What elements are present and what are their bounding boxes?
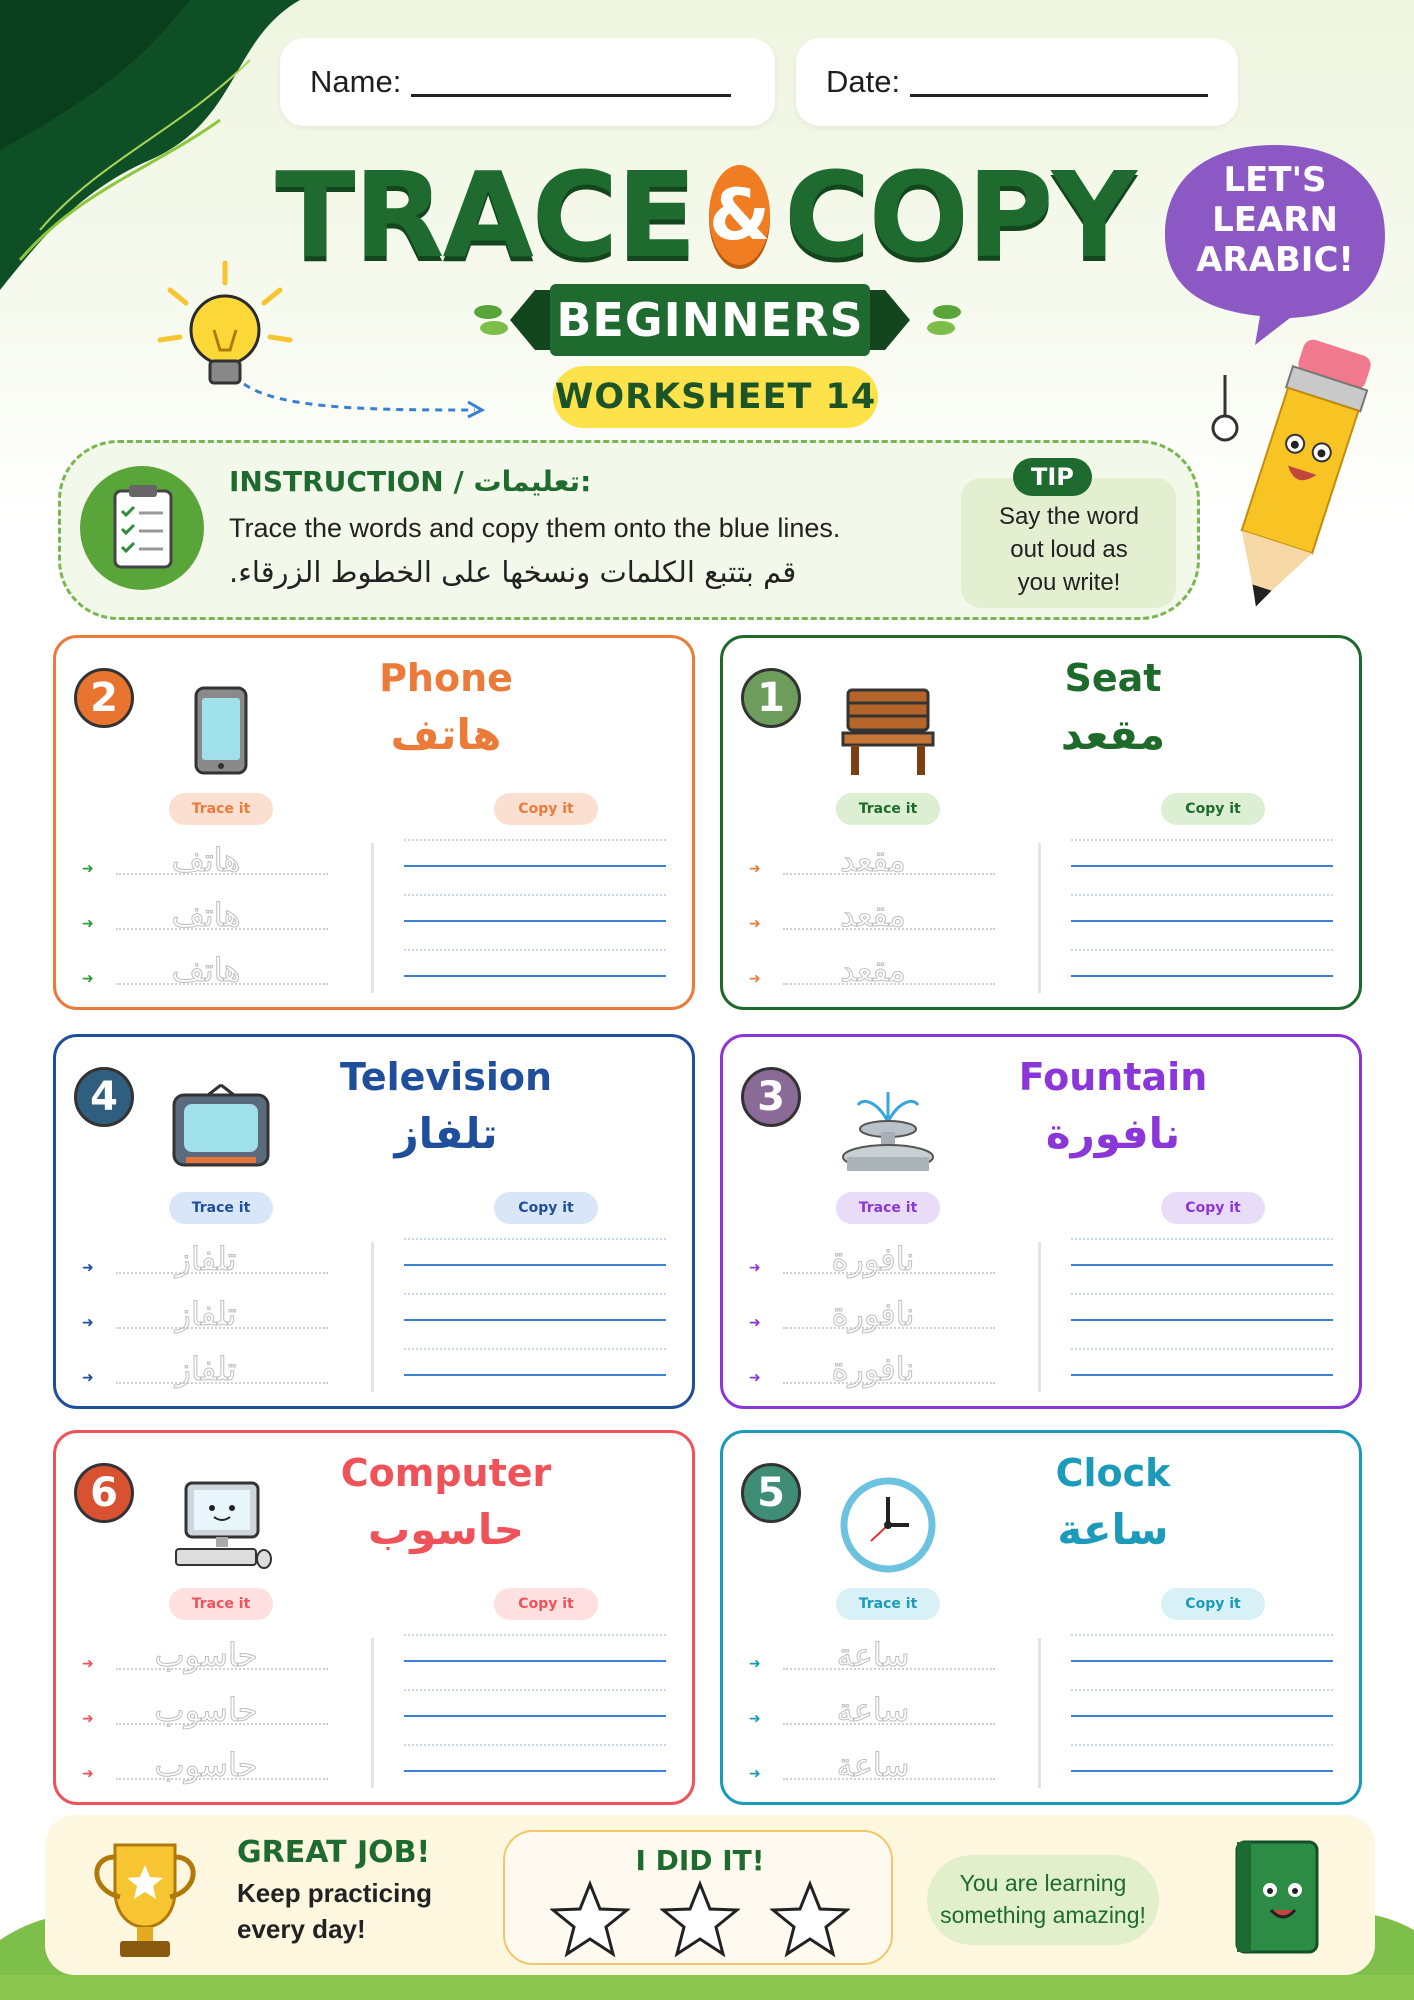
fountain-icon (833, 1077, 943, 1177)
card-divider (371, 1242, 374, 1392)
great-job-title: GREAT JOB! (237, 1835, 431, 1870)
copy-guide-dotted (404, 1348, 666, 1350)
trace-row[interactable] (82, 1242, 332, 1282)
english-word: Phone (379, 656, 513, 700)
copy-line[interactable] (1071, 839, 1333, 879)
star-rating-1[interactable] (550, 1880, 630, 1960)
copy-it-label: Copy it (1161, 1192, 1265, 1224)
english-word: Fountain (1018, 1055, 1208, 1099)
book-mascot-icon (1215, 1830, 1335, 1970)
copy-line[interactable] (1071, 1744, 1333, 1784)
trace-word: نافورة (831, 1295, 915, 1333)
trace-it-label: Trace it (836, 1192, 940, 1224)
copy-guide-dotted (404, 894, 666, 896)
trace-word: مقعد (840, 951, 906, 989)
trace-word: تلفاز (175, 1295, 237, 1333)
arrow-right-icon: ➜ (82, 1766, 94, 1782)
phone-icon (166, 678, 276, 778)
copy-guide-dotted (1071, 1348, 1333, 1350)
date-label: Date: (826, 64, 901, 99)
english-word: Television (339, 1055, 553, 1099)
arabic-word: حاسوب (368, 1505, 524, 1554)
trace-row[interactable] (749, 1638, 999, 1678)
computer-icon (166, 1473, 276, 1573)
trace-row[interactable] (82, 1748, 332, 1788)
encouragement-line-2: something amazing! (940, 1902, 1146, 1928)
trace-word: حاسوب (154, 1691, 258, 1729)
trace-word: ساعة (836, 1691, 910, 1729)
copy-line[interactable] (404, 1348, 666, 1388)
word-card-clock (720, 1430, 1362, 1805)
encouragement-cloud (927, 1855, 1159, 1945)
trace-word: ساعة (836, 1746, 910, 1784)
trace-row[interactable] (82, 953, 332, 993)
copy-baseline (404, 1660, 666, 1662)
copy-baseline (404, 975, 666, 977)
copy-line[interactable] (404, 1293, 666, 1333)
tip-box (961, 463, 1176, 608)
trace-row[interactable] (82, 1693, 332, 1733)
trace-word: حاسوب (154, 1746, 258, 1784)
arrow-right-icon: ➜ (749, 1656, 761, 1672)
trace-word: تلفاز (175, 1240, 237, 1278)
card-divider (371, 843, 374, 993)
arrow-right-icon: ➜ (749, 971, 761, 987)
copy-it-label: Copy it (1161, 793, 1265, 825)
card-number-badge: 1 (741, 668, 801, 728)
instruction-arabic: قم بتتبع الكلمات ونسخها على الخطوط الزرقاء. (229, 555, 797, 589)
trace-word: هاتف (171, 841, 241, 879)
card-number-badge: 6 (74, 1463, 134, 1523)
card-divider (1038, 1242, 1041, 1392)
copy-guide-dotted (404, 1689, 666, 1691)
trace-word: ساعة (836, 1636, 910, 1674)
trace-row[interactable] (82, 1638, 332, 1678)
copy-guide-dotted (404, 1634, 666, 1636)
word-card-television (53, 1034, 695, 1409)
instruction-english: Trace the words and copy them onto the blue lines. (229, 513, 841, 543)
card-number-badge: 3 (741, 1067, 801, 1127)
tip-line-2: out loud as (1010, 536, 1128, 563)
copy-baseline (404, 1715, 666, 1717)
i-did-it-title: I DID IT! (635, 1844, 765, 1877)
arrow-right-icon: ➜ (82, 861, 94, 877)
copy-it-label: Copy it (1161, 1588, 1265, 1620)
word-card-fountain (720, 1034, 1362, 1409)
bench-icon (833, 678, 943, 778)
copy-line[interactable] (1071, 1238, 1333, 1278)
copy-line[interactable] (404, 949, 666, 989)
leaf-left-icon (470, 300, 520, 340)
word-card-seat (720, 635, 1362, 1010)
copy-guide-dotted (1071, 1634, 1333, 1636)
trace-row[interactable] (82, 898, 332, 938)
trace-row[interactable] (749, 1297, 999, 1337)
keep-practicing-line-2: every day! (237, 1914, 366, 1944)
trophy-icon (65, 1835, 225, 1965)
arrow-right-icon: ➜ (749, 861, 761, 877)
trace-word: هاتف (171, 951, 241, 989)
copy-line[interactable] (1071, 1348, 1333, 1388)
name-line[interactable] (411, 67, 731, 97)
copy-guide-dotted (1071, 839, 1333, 841)
trace-row[interactable] (749, 1352, 999, 1392)
name-label: Name: (310, 64, 402, 99)
copy-line[interactable] (404, 1634, 666, 1674)
copy-line[interactable] (404, 894, 666, 934)
trace-word: مقعد (840, 841, 906, 879)
copy-baseline (404, 865, 666, 867)
title-copy: COPY (784, 146, 1135, 284)
copy-line[interactable] (1071, 949, 1333, 989)
copy-baseline (404, 1374, 666, 1376)
worksheet-title (275, 140, 1135, 290)
copy-baseline (1071, 1264, 1333, 1266)
arrow-right-icon: ➜ (749, 1370, 761, 1386)
card-number-badge: 2 (74, 668, 134, 728)
arrow-right-icon: ➜ (749, 1260, 761, 1276)
dashed-arrow-decoration (240, 380, 490, 420)
copy-line[interactable] (1071, 1689, 1333, 1729)
copy-it-label: Copy it (494, 1192, 598, 1224)
copy-baseline (1071, 1660, 1333, 1662)
arrow-right-icon: ➜ (82, 1656, 94, 1672)
copy-line[interactable] (404, 1744, 666, 1784)
arrow-right-icon: ➜ (749, 1711, 761, 1727)
arrow-right-icon: ➜ (82, 1711, 94, 1727)
bubble-line-2: LEARN (1212, 200, 1338, 240)
copy-line[interactable] (404, 1689, 666, 1729)
copy-guide-dotted (1071, 1744, 1333, 1746)
clock-icon (833, 1473, 943, 1573)
copy-line[interactable] (404, 1238, 666, 1278)
arrow-right-icon: ➜ (82, 1260, 94, 1276)
copy-it-label: Copy it (494, 793, 598, 825)
copy-baseline (404, 1770, 666, 1772)
copy-guide-dotted (404, 949, 666, 951)
copy-guide-dotted (1071, 894, 1333, 896)
english-word: Clock (1055, 1451, 1171, 1495)
copy-it-label: Copy it (494, 1588, 598, 1620)
keep-practicing-line-1: Keep practicing (237, 1878, 433, 1908)
trace-row[interactable] (749, 1242, 999, 1282)
trace-row[interactable] (749, 1748, 999, 1788)
star-rating-2[interactable] (660, 1880, 740, 1960)
tip-badge: TIP (1013, 458, 1092, 496)
copy-guide-dotted (404, 1744, 666, 1746)
trace-row[interactable] (749, 953, 999, 993)
arrow-right-icon: ➜ (749, 1315, 761, 1331)
card-number-badge: 5 (741, 1463, 801, 1523)
copy-baseline (1071, 1319, 1333, 1321)
arrow-right-icon: ➜ (749, 1766, 761, 1782)
word-card-phone (53, 635, 695, 1010)
lets-learn-bubble (1160, 140, 1390, 350)
copy-baseline (1071, 865, 1333, 867)
tip-line-1: Say the word (998, 503, 1140, 530)
copy-baseline (1071, 975, 1333, 977)
copy-guide-dotted (1071, 1238, 1333, 1240)
copy-baseline (1071, 1374, 1333, 1376)
trace-it-label: Trace it (836, 793, 940, 825)
trace-row[interactable] (749, 1693, 999, 1733)
copy-baseline (1071, 1770, 1333, 1772)
copy-baseline (404, 1319, 666, 1321)
arrow-right-icon: ➜ (82, 916, 94, 932)
arrow-right-icon: ➜ (82, 1370, 94, 1386)
copy-line[interactable] (1071, 1634, 1333, 1674)
arabic-word: مقعد (1060, 710, 1166, 759)
english-word: Computer (340, 1451, 552, 1495)
trace-word: مقعد (840, 896, 906, 934)
card-divider (1038, 1638, 1041, 1788)
arabic-word: ساعة (1057, 1505, 1169, 1554)
trace-it-label: Trace it (169, 1192, 273, 1224)
card-number-badge: 4 (74, 1067, 134, 1127)
date-field[interactable] (796, 38, 1238, 126)
copy-guide-dotted (404, 839, 666, 841)
trace-row[interactable] (749, 898, 999, 938)
trace-word: تلفاز (175, 1350, 237, 1388)
trace-row[interactable] (749, 843, 999, 883)
encouragement-line-1: You are learning (959, 1870, 1127, 1896)
copy-guide-dotted (404, 1238, 666, 1240)
arrow-right-icon: ➜ (82, 971, 94, 987)
copy-guide-dotted (1071, 1689, 1333, 1691)
beginners-banner (510, 280, 910, 360)
copy-guide-dotted (1071, 949, 1333, 951)
instruction-box (58, 440, 1200, 620)
bubble-line-3: ARABIC! (1196, 240, 1354, 280)
arabic-word: تلفاز (394, 1109, 498, 1158)
television-icon (166, 1077, 276, 1177)
word-card-computer (53, 1430, 695, 1805)
banner-text: BEGINNERS (556, 293, 864, 347)
ampersand-badge: & (709, 165, 770, 265)
copy-baseline (404, 1264, 666, 1266)
worksheet-number-pill: WORKSHEET 14 (553, 366, 878, 428)
name-field[interactable] (280, 38, 775, 126)
bubble-line-1: LET'S (1223, 160, 1327, 200)
copy-line[interactable] (1071, 1293, 1333, 1333)
arrow-right-icon: ➜ (749, 916, 761, 932)
title-trace: TRACE (275, 146, 695, 284)
trace-word: نافورة (831, 1240, 915, 1278)
copy-guide-dotted (404, 1293, 666, 1295)
trace-it-label: Trace it (169, 1588, 273, 1620)
copy-baseline (1071, 920, 1333, 922)
trace-word: نافورة (831, 1350, 915, 1388)
copy-line[interactable] (404, 839, 666, 879)
clipboard-icon (77, 463, 207, 593)
star-rating-3[interactable] (770, 1880, 850, 1960)
trace-it-label: Trace it (169, 793, 273, 825)
date-line[interactable] (910, 67, 1208, 97)
arrow-right-icon: ➜ (82, 1315, 94, 1331)
copy-line[interactable] (1071, 894, 1333, 934)
copy-baseline (404, 920, 666, 922)
trace-row[interactable] (82, 843, 332, 883)
pencil-mascot-icon (1195, 320, 1395, 620)
trace-word: حاسوب (154, 1636, 258, 1674)
english-word: Seat (1064, 656, 1162, 700)
trace-row[interactable] (82, 1297, 332, 1337)
i-did-it-box (503, 1830, 893, 1965)
trace-it-label: Trace it (836, 1588, 940, 1620)
tip-line-3: you write! (1017, 569, 1121, 596)
leaf-right-icon (915, 300, 965, 340)
footer-panel (45, 1815, 1375, 1975)
arabic-word: نافورة (1045, 1109, 1181, 1158)
card-divider (371, 1638, 374, 1788)
arabic-word: هاتف (390, 710, 502, 759)
card-divider (1038, 843, 1041, 993)
trace-word: هاتف (171, 896, 241, 934)
trace-row[interactable] (82, 1352, 332, 1392)
instruction-title: INSTRUCTION / تعليمات: (229, 465, 592, 498)
copy-guide-dotted (1071, 1293, 1333, 1295)
copy-baseline (1071, 1715, 1333, 1717)
